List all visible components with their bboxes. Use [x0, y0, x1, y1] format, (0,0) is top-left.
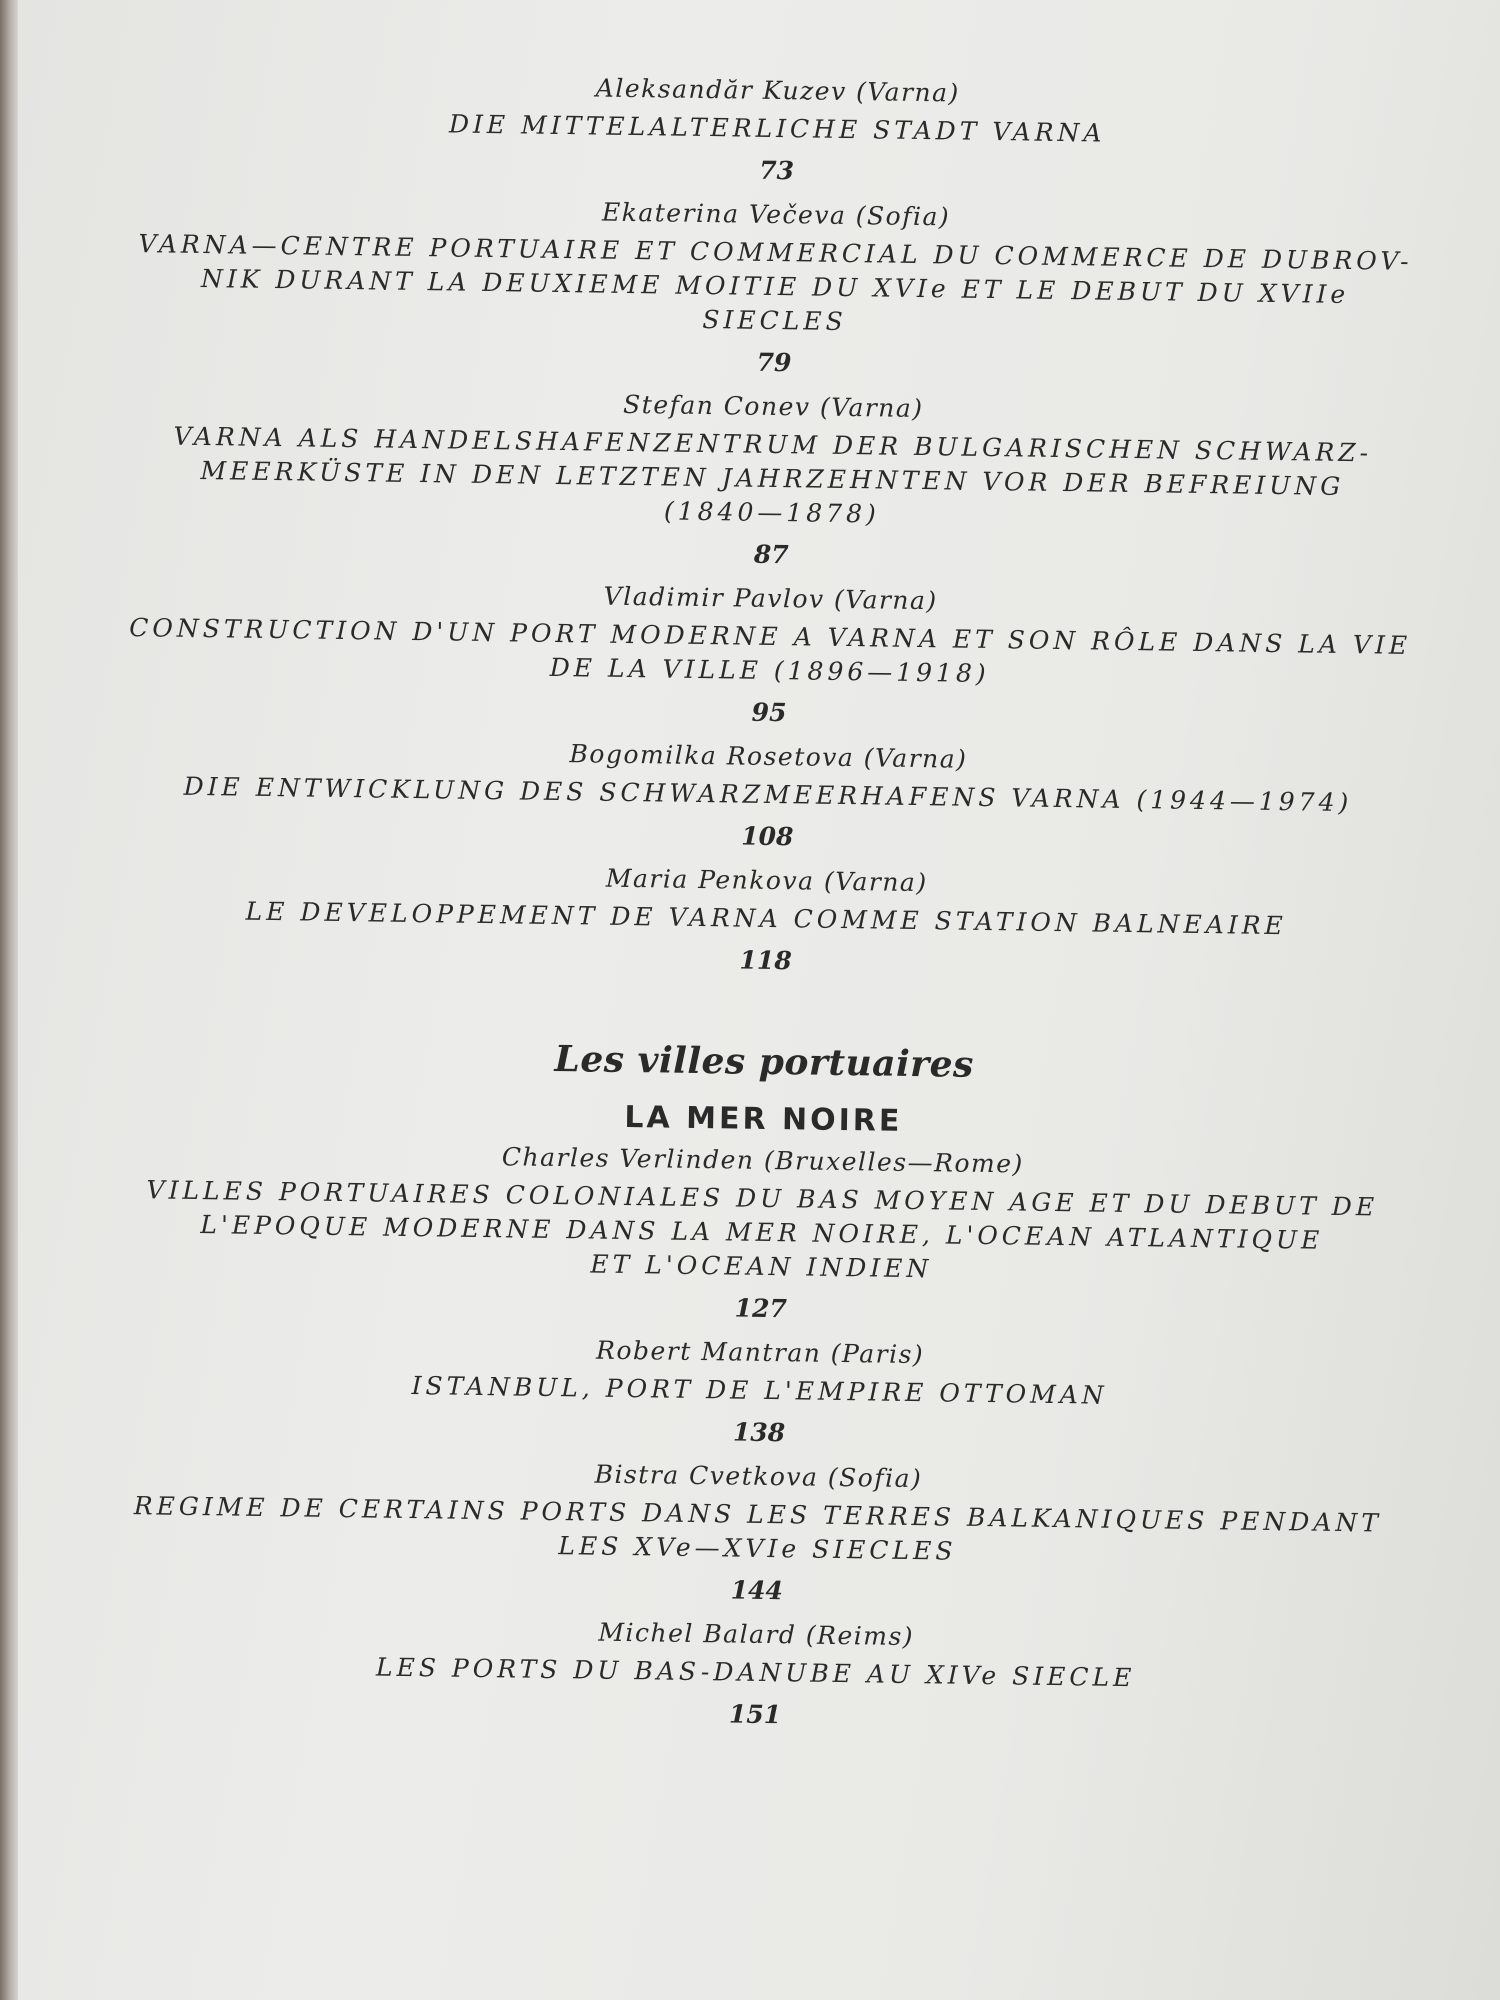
entry-page-number: 108 [741, 821, 794, 852]
toc-entry [105, 1609, 1406, 1741]
toc-entry [117, 731, 1418, 863]
entry-page-number: 144 [730, 1575, 784, 1606]
entry-page-number: 95 [751, 697, 787, 728]
entry-author: Robert Mantran (Paris) [595, 1335, 925, 1370]
toc-entry [126, 65, 1427, 197]
entry-author: Michel Balard (Reims) [598, 1617, 915, 1652]
entry-page-number: 87 [753, 539, 789, 570]
document-page [18, 0, 1500, 2000]
entry-author: Vladimir Pavlov (Varna) [603, 581, 938, 616]
book-edge [0, 0, 18, 2000]
entry-title: VILLES PORTUAIRES COLONIALES DU BAS MOYEN AGE ET DU DEBUT DE L'EPOQUE MODERNE DANS LA MER NOIRE, L'OCEAN ATLANTIQUE ET L'OCEAN INDIEN [146, 1175, 1379, 1284]
toc-entry [121, 381, 1423, 581]
entry-author: Aleksandăr Kuzev (Varna) [595, 73, 960, 108]
section-subheading: LA MER NOIRE [624, 1099, 903, 1139]
table-of-contents [105, 65, 1428, 1751]
entry-page-number: 73 [759, 155, 795, 186]
entry-page-number: 127 [734, 1293, 788, 1324]
toc-entry [107, 1451, 1409, 1617]
entry-title: VARNA ALS HANDELSHAFENZENTRUM DER BULGARISCHEN SCHWARZ- MEERKÜSTE IN DEN LETZTEN JAHRZEHNTEN VOR DER BEFREIUNG (1840—1878) [173, 421, 1373, 529]
entry-title: CONSTRUCTION D'UN PORT MODERNE A VARNA ET SON RÔLE DANS LA VIE DE LA VILLE (1896—1918) [129, 612, 1412, 689]
entry-title: VARNA—CENTRE PORTUAIRE ET COMMERCIAL DU COMMERCE DE DUBROV- NIK DURANT LA DEUXIEME MOITIE DU XVIe ET LE DEBUT DU XVIIe SIECLES [138, 229, 1413, 336]
entry-title: REGIME DE CERTAINS PORTS DANS LES TERRES BALKANIQUES PENDANT LES XVe—XVIe SIECLES [133, 1491, 1383, 1566]
entry-title: LE DEVELOPPEMENT DE VARNA COMME STATION BALNEAIRE [245, 896, 1287, 941]
entry-author: Bogomilka Rosetova (Varna) [569, 739, 968, 774]
entry-author: Bistra Cvetkova (Sofia) [594, 1459, 923, 1494]
toc-entry [119, 573, 1421, 739]
entry-title: ISTANBUL, PORT DE L'EMPIRE OTTOMAN [411, 1371, 1108, 1410]
entry-author: Ekaterina Večeva (Sofia) [601, 197, 951, 232]
section-heading: Les villes portuaires [554, 1037, 975, 1086]
entry-author: Charles Verlinden (Bruxelles—Rome) [501, 1142, 1024, 1179]
toc-entry [124, 189, 1426, 389]
entry-author: Stefan Conev (Varna) [622, 389, 924, 424]
entry-page-number: 79 [756, 347, 792, 378]
toc-entry [111, 1135, 1413, 1335]
entry-title: DIE MITTELALTERLICHE STADT VARNA [448, 109, 1106, 148]
entry-page-number: 118 [739, 945, 792, 976]
toc-entry [115, 855, 1416, 987]
toc-entry [109, 1327, 1410, 1459]
entry-title: LES PORTS DU BAS-DANUBE AU XIVe SIECLE [375, 1652, 1136, 1693]
entry-page-number: 151 [728, 1699, 782, 1730]
entry-author: Maria Penkova (Varna) [605, 863, 928, 898]
entry-page-number: 138 [732, 1417, 786, 1448]
entry-title: DIE ENTWICKLUNG DES SCHWARZMEERHAFENS VARNA (1944—1974) [183, 771, 1353, 818]
